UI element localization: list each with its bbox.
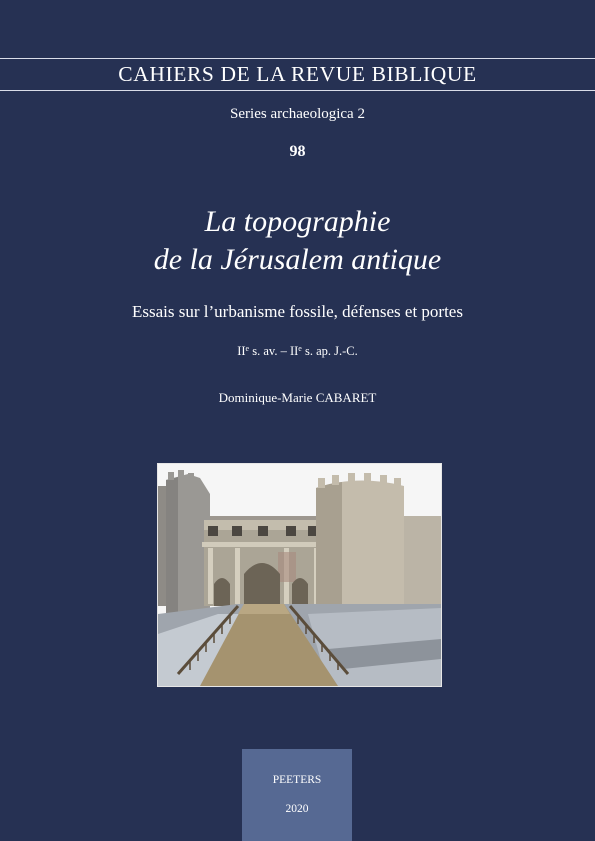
top-rule [0,58,595,59]
period-start: II [237,344,246,358]
period-end-rest: s. ap. J.-C. [301,344,358,358]
author-name: Dominique-Marie CABARET [218,390,377,405]
period-end: II [289,344,299,358]
publisher-box [242,749,352,841]
bottom-rule [0,90,595,91]
period-end-sup: e [298,344,302,353]
period-range [0,344,595,359]
volume-number: 98 [289,143,306,160]
cover-illustration [157,463,442,687]
publisher-name: PEETERS [272,774,322,786]
title-line-1: La topographie [204,205,391,238]
book-title [0,203,595,279]
subseries-label: Series archaeologica 2 [230,106,365,122]
title-line-2: de la Jérusalem antique [153,243,442,276]
book-subtitle: Essais sur l’urbanisme fossile, défenses et portes [132,302,463,321]
period-start-sup: e [245,344,250,353]
publication-year: 2020 [285,803,309,815]
period-start-rest: s. av. – [249,344,290,358]
series-title: CAHIERS DE LA REVUE BIBLIQUE [118,62,477,86]
city-gate-image [158,464,441,686]
